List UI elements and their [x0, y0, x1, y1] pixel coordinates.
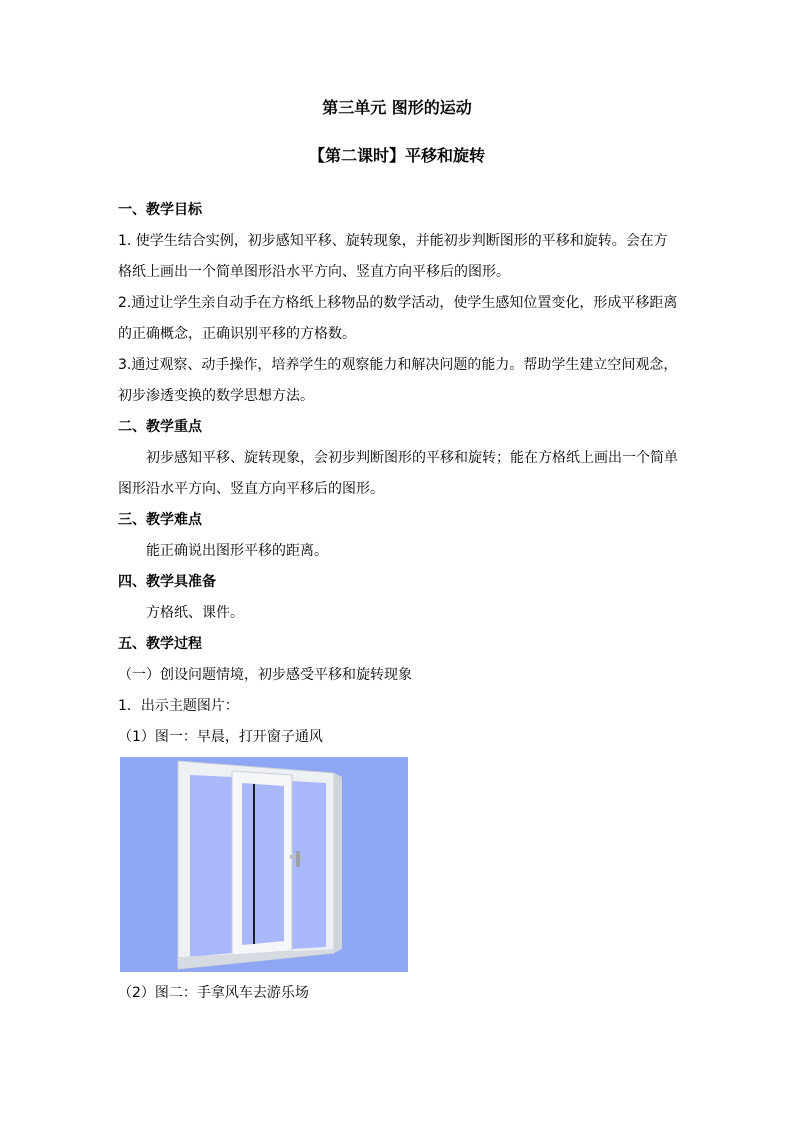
sliding-window-drawing — [120, 757, 408, 972]
goal-heading: 一、教学目标 — [118, 202, 202, 218]
difficulty-text: 能正确说出图形平移的距离。 — [146, 543, 328, 559]
window-handle-grip — [296, 851, 300, 867]
process-step-1: （一）创设问题情境，初步感受平移和旋转现象 — [118, 667, 412, 683]
difficulty-heading: 三、教学难点 — [118, 512, 202, 528]
figure-2-caption: （2）图二：手拿风车去游乐场 — [118, 985, 309, 1001]
lesson-content — [118, 195, 678, 1009]
process-step-2: 1．出示主题图片： — [118, 698, 239, 714]
tools-text: 方格纸、课件。 — [146, 605, 244, 621]
unit-title: 第三单元 图形的运动 — [322, 98, 472, 117]
sliding-window-image — [120, 757, 408, 972]
process-heading: 五、教学过程 — [118, 636, 202, 652]
key-heading: 二、教学重点 — [118, 419, 202, 435]
window-left-glass — [190, 775, 232, 957]
tools-heading: 四、教学具准备 — [118, 574, 216, 590]
goal-item-2: 2.通过让学生亲自动手在方格纸上移物品的数学活动，使学生感知位置变化，形成平移距离的正确概念，正确识别平移的方格数。 — [118, 295, 678, 342]
lesson-title: 【第二课时】平移和旋转 — [308, 146, 485, 165]
key-text: 初步感知平移、旋转现象，会初步判断图形的平移和旋转；能在方格纸上画出一个简单图形沿水平方向、竖直方向平移后的图形。 — [118, 450, 678, 497]
window-sash-glass — [242, 783, 284, 945]
figure-1-caption: （1）图一：早晨，打开窗子通风 — [118, 729, 323, 745]
goal-item-3: 3.通过观察、动手操作，培养学生的观察能力和解决问题的能力。帮助学生建立空间观念，初步渗透变换的数学思想方法。 — [118, 357, 678, 404]
window-frame-side — [334, 773, 342, 953]
goal-item-1: 1. 使学生结合实例，初步感知平移、旋转现象，并能初步判断图形的平移和旋转。会在方格纸上画出一个简单图形沿水平方向、竖直方向平移后的图形。 — [118, 233, 668, 280]
